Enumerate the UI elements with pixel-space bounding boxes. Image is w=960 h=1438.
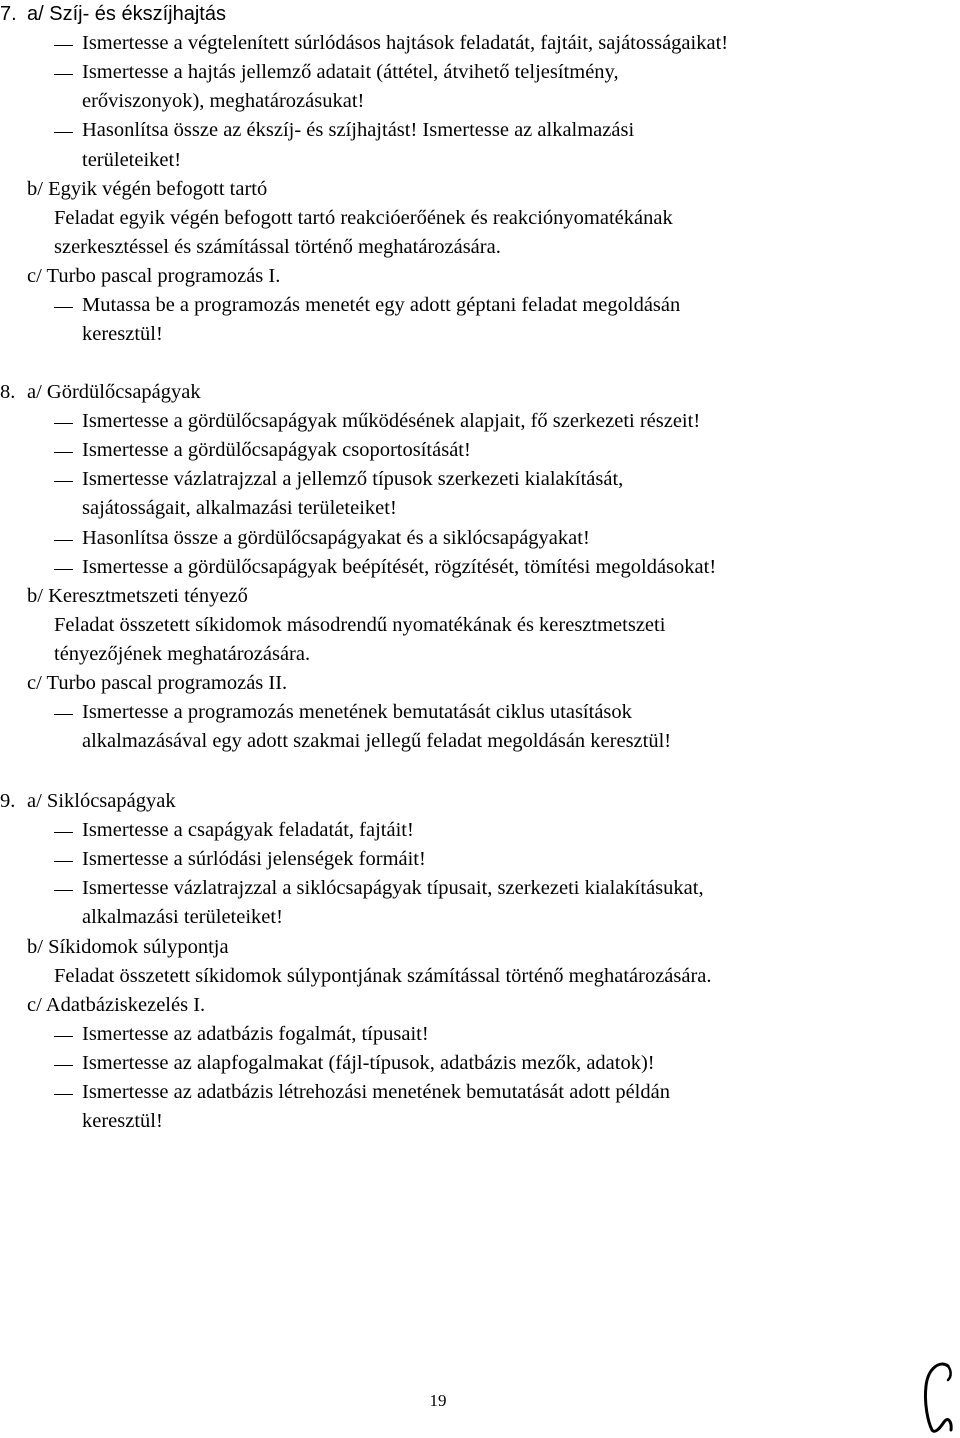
dash-bullet <box>54 132 73 133</box>
task-description: szerkesztéssel és számítással történő meghatározására. <box>54 235 501 258</box>
dash-bullet <box>54 714 73 715</box>
part-header: a/ Gördülőcsapágyak <box>27 381 201 403</box>
task-description: Feladat egyik végén befogott tartó reakcióerőének és reakciónyomatékának <box>54 206 673 229</box>
handwritten-signature <box>918 1356 960 1438</box>
list-item: Ismertesse a súrlódási jelenségek formáit! <box>82 848 426 871</box>
list-item: Ismertesse az adatbázis létrehozási menetének bemutatását adott példán <box>82 1081 670 1103</box>
dash-bullet <box>54 540 73 541</box>
dash-bullet <box>54 569 73 570</box>
part-header: b/ Keresztmetszeti tényező <box>27 584 248 607</box>
part-header: a/ Szíj- és ékszíjhajtás <box>27 3 226 25</box>
list-item: Hasonlítsa össze az ékszíj- és szíjhajtást! Ismertesse az alkalmazási <box>82 119 635 142</box>
task-description: Feladat összetett síkidomok másodrendű nyomatékának és keresztmetszeti <box>54 613 666 636</box>
dash-bullet <box>54 1065 73 1066</box>
list-item: erőviszonyok), meghatározásukat! <box>82 90 365 113</box>
list-item: Ismertesse az alapfogalmakat (fájl-típusok, adatbázis mezők, adatok)! <box>82 1051 655 1074</box>
list-item: Ismertesse a hajtás jellemző adatait (áttétel, átvihető teljesítmény, <box>82 61 619 84</box>
dash-bullet <box>54 74 73 75</box>
list-item: Ismertesse az adatbázis fogalmát, típusait! <box>82 1022 429 1045</box>
dash-bullet <box>54 1036 73 1037</box>
list-item: Ismertesse a gördülőcsapágyak működésének alapjait, fő szerkezeti részeit! <box>82 410 701 433</box>
task-description: tényezőjének meghatározására. <box>54 642 311 665</box>
list-item: területeiket! <box>82 148 182 171</box>
dash-bullet <box>54 307 73 308</box>
dash-bullet <box>54 861 73 862</box>
list-item: keresztül! <box>82 1110 163 1133</box>
list-item: Ismertesse a gördülőcsapágyak csoportosítását! <box>82 439 471 462</box>
part-header: a/ Siklócsapágyak <box>27 790 176 812</box>
task-description: Feladat összetett síkidomok súlypontjának számítással történő meghatározására. <box>54 964 712 987</box>
dash-bullet <box>54 452 73 453</box>
dash-bullet <box>54 832 73 833</box>
page-number: 19 <box>429 1391 447 1410</box>
dash-bullet <box>54 423 73 424</box>
list-item: Hasonlítsa össze a gördülőcsapágyakat és a siklócsapágyakat! <box>82 526 590 549</box>
list-item: keresztül! <box>82 323 163 346</box>
list-item: sajátosságait, alkalmazási területeiket! <box>82 497 397 520</box>
part-header: c/ Turbo pascal programozás II. <box>27 672 288 694</box>
dash-bullet <box>54 45 73 46</box>
part-header: b/ Egyik végén befogott tartó <box>27 177 268 200</box>
list-item: Ismertesse a gördülőcsapágyak beépítését, rögzítését, tömítési megoldásokat! <box>82 555 717 578</box>
list-item: alkalmazási területeiket! <box>82 906 283 929</box>
part-header: c/ Adatbáziskezelés I. <box>27 993 206 1016</box>
list-item: Ismertesse vázlatrajzzal a siklócsapágyak típusait, szerkezeti kialakításukat, <box>82 877 704 900</box>
part-header: c/ Turbo pascal programozás I. <box>27 264 281 287</box>
part-header: b/ Síkidomok súlypontja <box>27 935 229 958</box>
section-number: 9. <box>0 790 16 812</box>
dash-bullet <box>54 890 73 891</box>
list-item: Ismertesse a csapágyak feladatát, fajtáit! <box>82 819 414 842</box>
dash-bullet <box>54 481 73 482</box>
dash-bullet <box>54 1094 73 1095</box>
list-item: Ismertesse vázlatrajzzal a jellemző típusok szerkezeti kialakítását, <box>82 468 624 491</box>
list-item: Ismertesse a programozás menetének bemutatását ciklus utasítások <box>82 701 632 724</box>
list-item: Ismertesse a végtelenített súrlódásos hajtások feladatát, fajtáit, sajátosságaikat! <box>82 32 729 55</box>
section-number: 7. <box>0 3 17 25</box>
list-item: Mutassa be a programozás menetét egy adott géptani feladat megoldásán <box>82 294 681 316</box>
list-item: alkalmazásával egy adott szakmai jellegű feladat megoldásán keresztül! <box>82 730 672 753</box>
section-number: 8. <box>0 381 16 403</box>
